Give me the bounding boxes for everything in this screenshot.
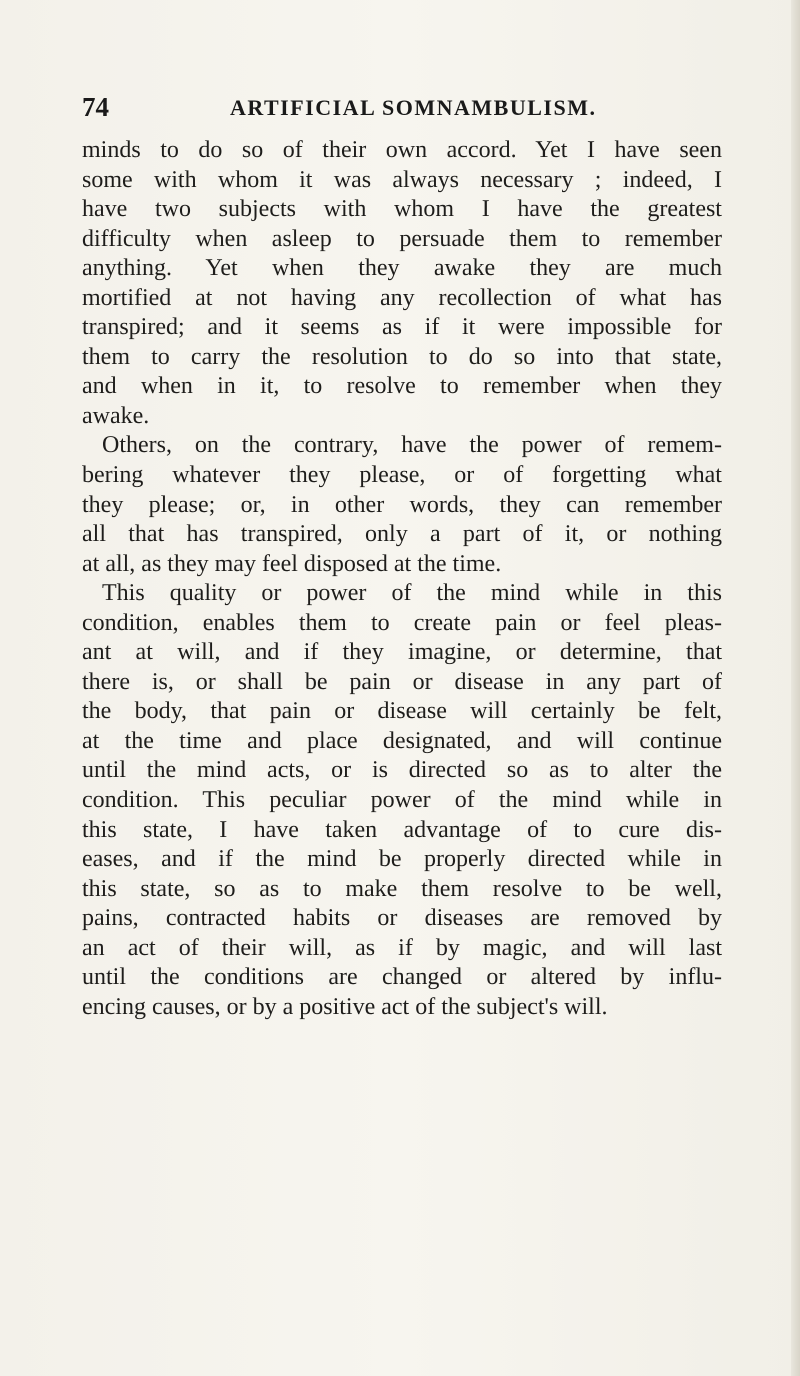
text-line: some with whom it was always necessary ; indeed, I [82,166,722,193]
text-line: difficulty when asleep to persuade them to remember [82,225,723,252]
text-line: the body, that pain or disease will certainly be felt, [82,698,722,725]
text-line: mortified at not having any recollection of what has [82,284,722,311]
text-line: them to carry the resolution to do so into that state, [82,343,722,370]
text-line: awake. [82,402,150,429]
text-line: ant at will, and if they imagine, or determine, that [82,639,723,666]
body-text [82,136,722,1022]
text-line: condition. This peculiar power of the mind while in [82,787,722,814]
text-line: there is, or shall be pain or disease in any part of [82,668,722,695]
text-line: until the mind acts, or is directed so as to alter the [82,757,723,784]
text-line: and when in it, to resolve to remember when they [82,373,723,400]
text-line: this state, so as to make them resolve to be well, [82,875,722,902]
running-head: ARTIFICIAL SOMNAMBULISM. [230,95,597,120]
text-line: this state, I have taken advantage of to cure dis- [82,816,722,843]
text-line: an act of their will, as if by magic, and will last [82,934,722,961]
text-line: they please; or, in other words, they can remember [82,491,723,518]
text-line: eases, and if the mind be properly directed while in [82,846,722,873]
page-edge [791,0,800,1376]
text-line: transpired; and it seems as if it were impossible for [82,314,722,341]
page-header [82,92,722,126]
page-number: 74 [82,92,109,122]
text-line: at all, as they may feel disposed at the time. [82,550,502,577]
text-line: This quality or power of the mind while in this [102,580,722,607]
text-line: encing causes, or by a positive act of the subject's will. [82,993,608,1020]
text-line: all that has transpired, only a part of it, or nothing [82,521,723,548]
text-line: at the time and place designated, and will continue [82,727,722,754]
text-line: Others, on the contrary, have the power of remem- [102,432,722,459]
text-line: minds to do so of their own accord. Yet I have seen [82,137,722,163]
text-line: condition, enables them to create pain or feel pleas- [82,609,723,636]
text-line: anything. Yet when they awake they are much [82,255,722,282]
text-line: bering whatever they please, or of forgetting what [82,462,722,489]
text-line: have two subjects with whom I have the greatest [82,196,722,223]
text-line: until the conditions are changed or altered by influ- [82,964,722,991]
text-line: pains, contracted habits or diseases are removed by [82,905,723,932]
